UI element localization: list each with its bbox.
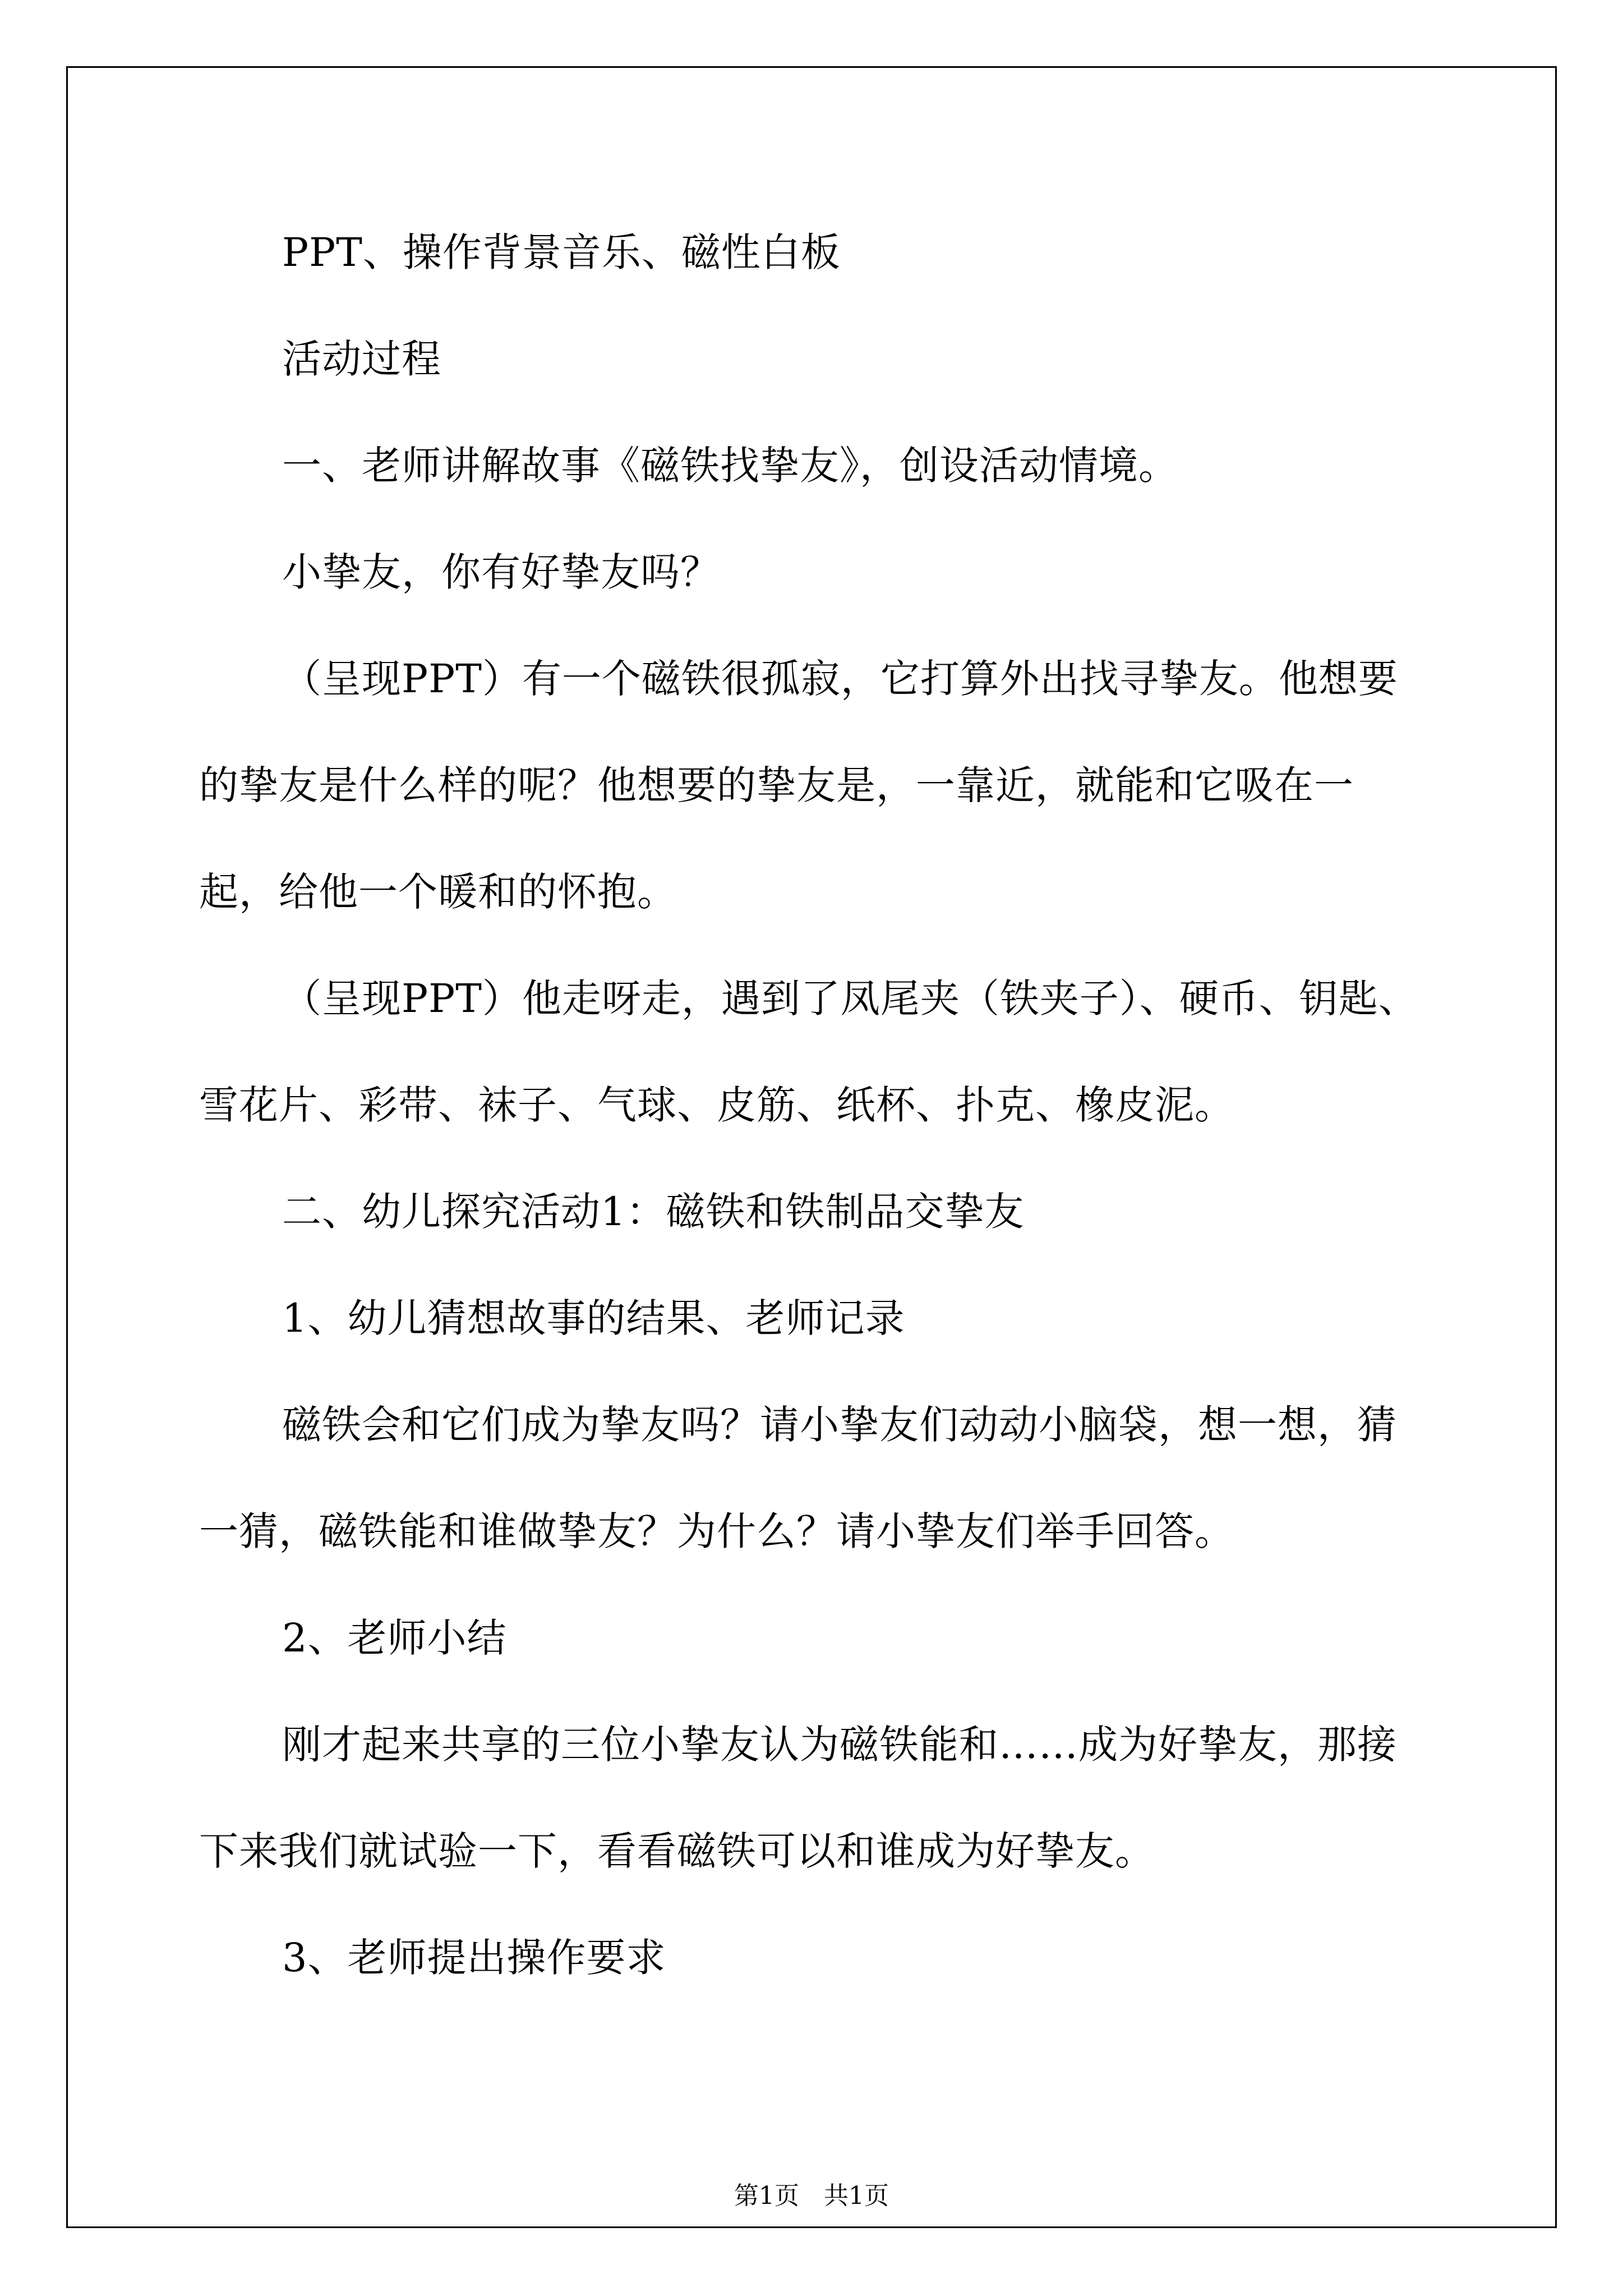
paragraph-materials: PPT、操作背景音乐、磁性白板 [282, 229, 841, 275]
document-body [199, 199, 1433, 2011]
page-footer: 第1页 共1页 [734, 2182, 889, 2210]
paragraph-section-two-heading: 二、幼儿探究活动1：磁铁和铁制品交挚友 [282, 1189, 1025, 1235]
paragraph-step-one: 1、幼儿猜想故事的结果、老师记录 [282, 1295, 905, 1341]
paragraph-section-one-heading: 一、老师讲解故事《磁铁找挚友》，创设活动情境。 [282, 443, 1178, 489]
paragraph-step-two-body: 刚才起来共享的三位小挚友认为磁铁能和……成为好挚友，那接下来我们就试验一下，看看磁铁可以和谁成为好挚友。 [199, 1722, 1397, 1874]
paragraph-step-two: 2、老师小结 [282, 1615, 507, 1661]
paragraph-step-one-body: 磁铁会和它们成为挚友吗？请小挚友们动动小脑袋，想一想，猜一猜，磁铁能和谁做挚友？为什么？请小挚友们举手回答。 [199, 1402, 1397, 1554]
paragraph-step-three: 3、老师提出操作要求 [282, 1935, 666, 1981]
paragraph-story-part-two: （呈现PPT）他走呀走，遇到了凤尾夹（铁夹子）、硬币、钥匙、雪花片、彩带、袜子、气球、皮筋、纸杯、扑克、橡皮泥。 [199, 976, 1418, 1128]
paragraph-story-part-one: （呈现PPT）有一个磁铁很孤寂，它打算外出找寻挚友。他想要的挚友是什么样的呢？他想要的挚友是，一靠近，就能和它吸在一起，给他一个暖和的怀抱。 [199, 656, 1398, 915]
paragraph-question: 小挚友，你有好挚友吗？ [282, 549, 720, 595]
paragraph-activity-process-heading: 活动过程 [282, 336, 441, 382]
